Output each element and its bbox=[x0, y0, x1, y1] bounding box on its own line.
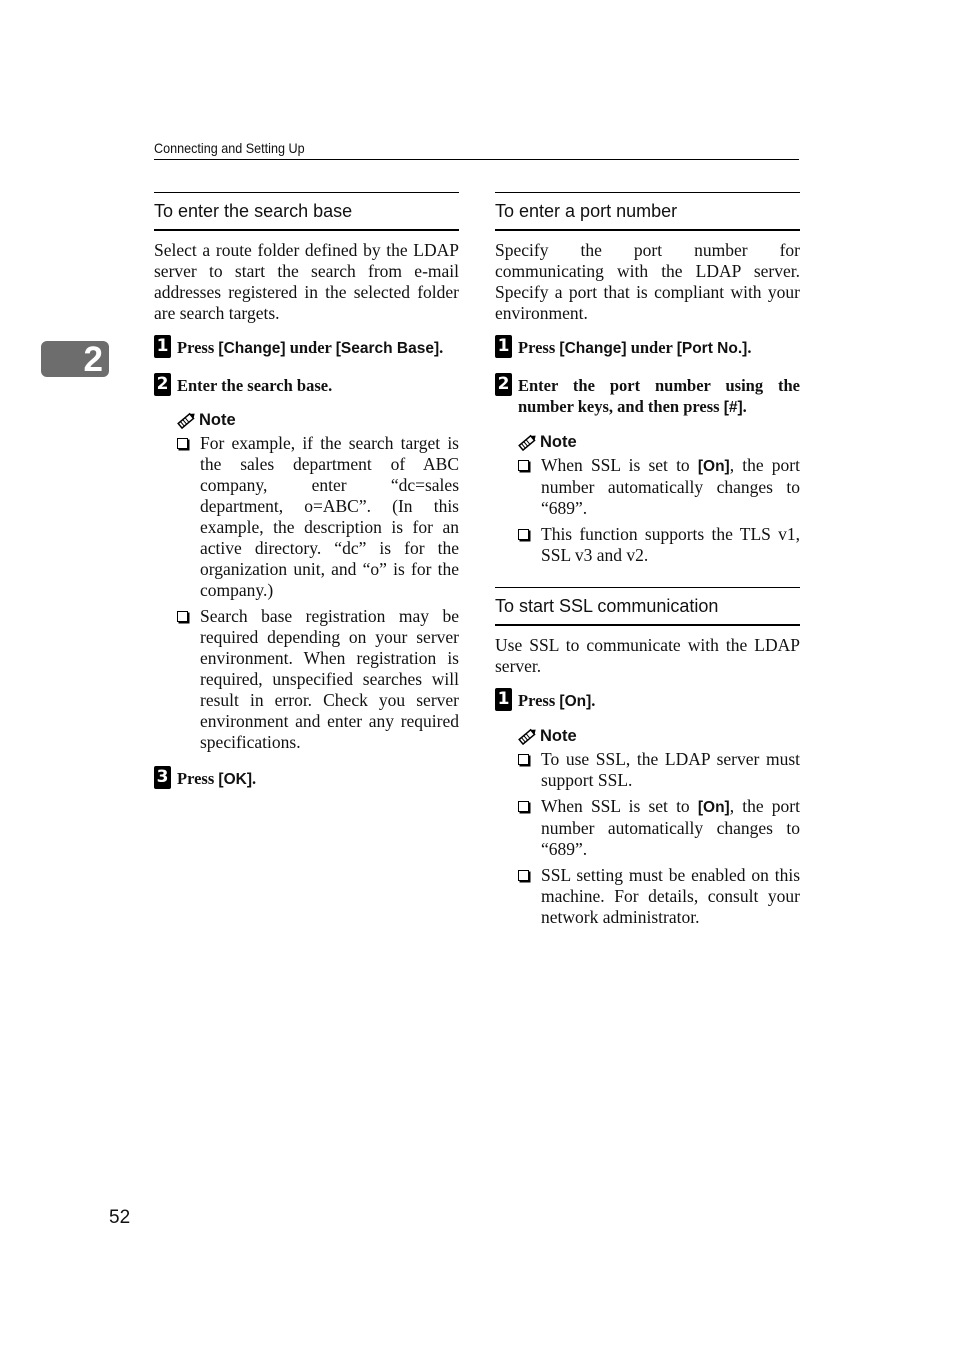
chapter-number: 2 bbox=[83, 340, 103, 379]
note-text: When SSL is set to bbox=[541, 455, 698, 475]
step-1 bbox=[495, 337, 800, 359]
pencil-icon bbox=[518, 432, 538, 452]
step-number-icon: 1 bbox=[154, 335, 171, 358]
chapter-tab bbox=[41, 341, 109, 377]
section-heading-text: To enter a port number bbox=[495, 201, 678, 221]
note-text: To use SSL, the LDAP server must support SSL. bbox=[541, 749, 800, 790]
note-title bbox=[518, 725, 800, 747]
note-text: , the port number automatically changes to “689”. bbox=[541, 796, 800, 859]
section-heading-ssl bbox=[495, 587, 800, 626]
checkbox-bullet-icon bbox=[518, 460, 529, 471]
step-number-icon: 1 bbox=[495, 335, 512, 358]
key-label: [OK] bbox=[218, 771, 252, 788]
step-text: Enter the search base. bbox=[177, 376, 333, 395]
key-label: [On] bbox=[697, 799, 730, 816]
step-number-icon: 2 bbox=[495, 373, 512, 396]
key-label: [On] bbox=[697, 458, 730, 475]
intro-paragraph: Specify the port number for communicating with the LDAP server. Specify a port that is compliant with your environment. bbox=[495, 240, 800, 323]
key-label: [Change] bbox=[559, 340, 627, 357]
step-text: . bbox=[747, 338, 752, 357]
intro-paragraph: Select a route folder defined by the LDAP server to start the search from e-mail addresses registered in the selected folder are search targets. bbox=[154, 240, 459, 323]
note-item bbox=[177, 433, 459, 601]
pencil-icon bbox=[518, 726, 538, 746]
checkbox-bullet-icon bbox=[518, 529, 529, 540]
step-text: Press bbox=[177, 769, 219, 788]
running-header-title: Connecting and Setting Up bbox=[154, 140, 305, 156]
note-label: Note bbox=[540, 727, 577, 745]
key-label: [Port No.] bbox=[676, 340, 748, 357]
checkbox-bullet-icon bbox=[518, 870, 529, 881]
running-header bbox=[154, 139, 799, 160]
section-heading-text: To start SSL communication bbox=[495, 596, 719, 616]
key-label: [#] bbox=[723, 399, 743, 416]
note-item bbox=[518, 455, 800, 519]
step-2 bbox=[154, 375, 459, 396]
step-text: Press bbox=[518, 338, 560, 357]
checkbox-bullet-icon bbox=[518, 801, 529, 812]
step-text: under bbox=[285, 338, 336, 357]
step-text: Press bbox=[518, 691, 560, 710]
step-text: . bbox=[742, 397, 747, 416]
section-heading-text: To enter the search base bbox=[154, 201, 353, 221]
step-2 bbox=[495, 375, 800, 418]
note-block bbox=[518, 725, 800, 928]
section-heading-search-base bbox=[154, 192, 459, 231]
pencil-icon bbox=[177, 410, 197, 430]
checkbox-bullet-icon bbox=[177, 611, 188, 622]
intro-paragraph: Use SSL to communicate with the LDAP server. bbox=[495, 635, 800, 676]
right-column bbox=[495, 192, 800, 928]
note-text: SSL setting must be enabled on this machine. For details, consult your network administrator. bbox=[541, 865, 800, 927]
note-item bbox=[518, 796, 800, 860]
note-block bbox=[518, 431, 800, 566]
step-text: Press bbox=[177, 338, 219, 357]
step-text: . bbox=[251, 769, 257, 788]
note-text: This function supports the TLS v1, SSL v3 and v2. bbox=[541, 524, 800, 565]
note-item bbox=[177, 606, 459, 753]
key-label: [On] bbox=[559, 693, 592, 710]
note-text: When SSL is set to bbox=[541, 796, 698, 816]
note-text: , the port number automatically changes to “689”. bbox=[541, 455, 800, 518]
step-1 bbox=[495, 690, 800, 712]
page-number: 52 bbox=[109, 1207, 131, 1228]
step-number-icon: 3 bbox=[154, 766, 171, 789]
note-title bbox=[177, 409, 459, 431]
step-1 bbox=[154, 337, 459, 359]
key-label: [Search Base] bbox=[335, 340, 440, 357]
note-block bbox=[177, 409, 459, 753]
note-item bbox=[518, 749, 800, 791]
step-number-icon: 1 bbox=[495, 688, 512, 711]
note-label: Note bbox=[540, 433, 577, 451]
checkbox-bullet-icon bbox=[177, 438, 188, 449]
key-label: [Change] bbox=[218, 340, 286, 357]
note-label: Note bbox=[199, 411, 236, 429]
note-text: For example, if the search target is the sales department of ABC company, enter “dc=sales department, o=ABC”. (In this example, the description is for an active directory. “dc” is for the organization unit, and “o” is for the company.) bbox=[200, 433, 459, 600]
step-3 bbox=[154, 768, 459, 790]
note-item bbox=[518, 865, 800, 928]
note-title bbox=[518, 431, 800, 453]
step-text: . bbox=[591, 691, 596, 710]
step-text: . bbox=[439, 338, 444, 357]
step-text: Enter the port number using the number keys, and then press bbox=[518, 376, 800, 416]
left-column bbox=[154, 192, 459, 790]
step-text: under bbox=[626, 338, 677, 357]
note-item bbox=[518, 524, 800, 566]
step-number-icon: 2 bbox=[154, 373, 171, 396]
checkbox-bullet-icon bbox=[518, 754, 529, 765]
section-heading-port-number bbox=[495, 192, 800, 231]
note-text: Search base registration may be required depending on your server environment. When registration is required, unspecified searches will result in error. Check you server environment and enter any required specifications. bbox=[200, 606, 459, 752]
